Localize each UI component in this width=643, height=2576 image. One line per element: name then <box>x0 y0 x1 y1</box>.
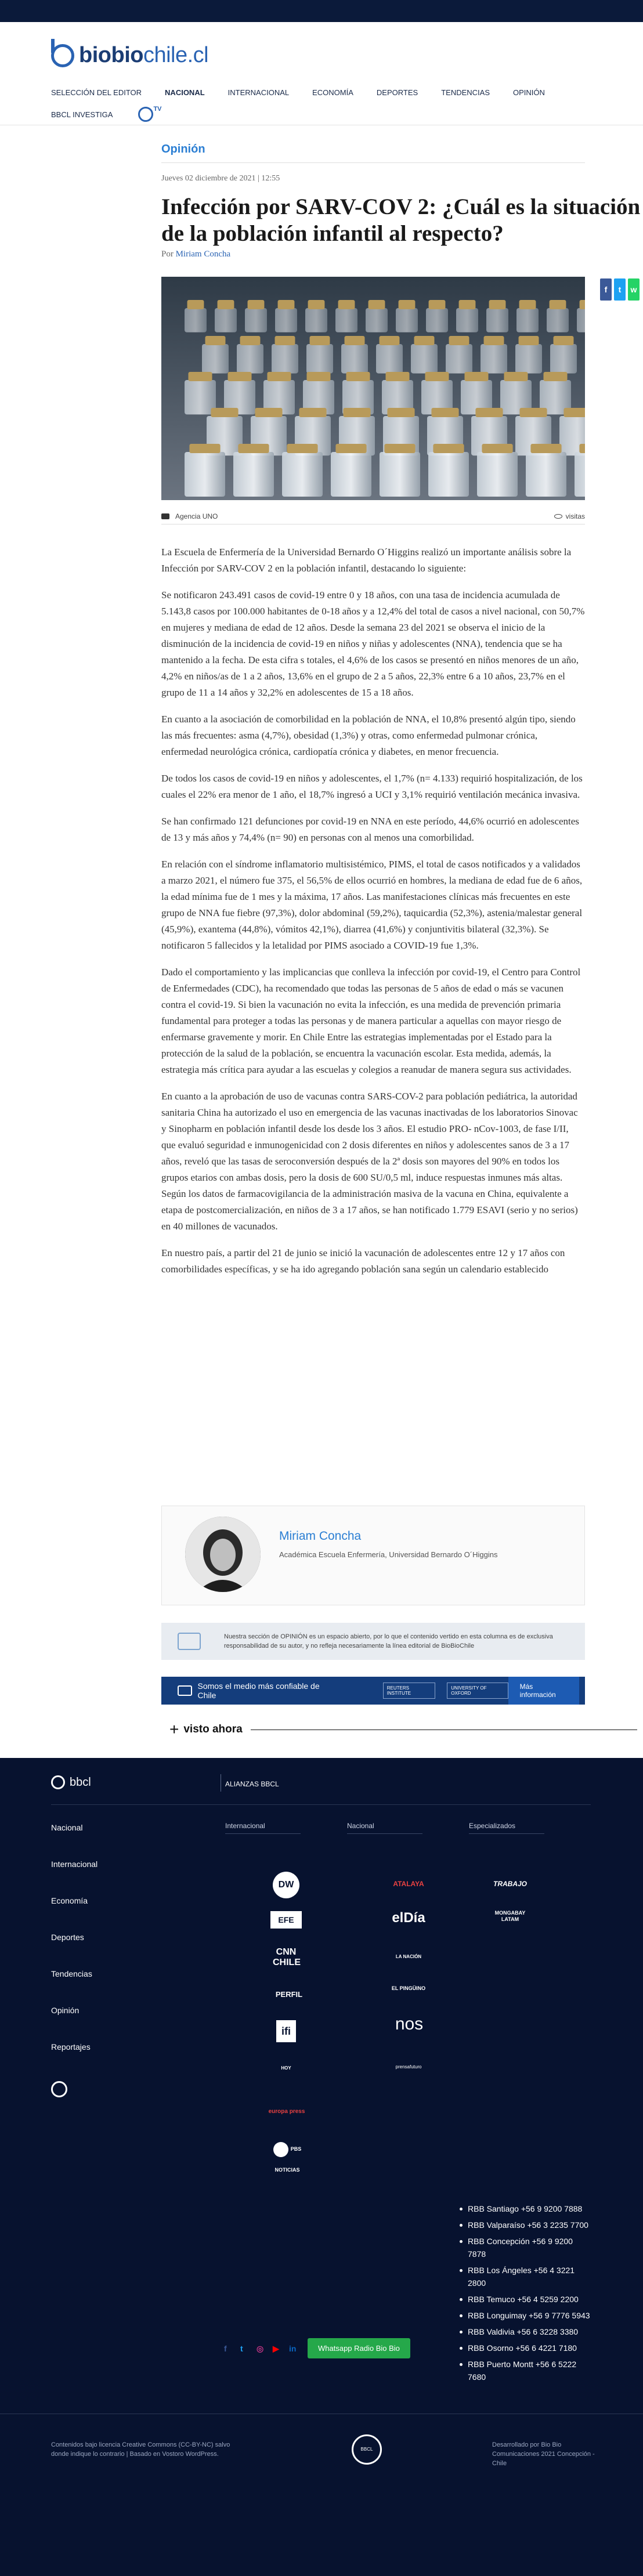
vial-cap <box>431 408 458 417</box>
chat-icon <box>178 1633 201 1650</box>
nav-item-bbcl-investiga[interactable]: BBCL INVESTIGA <box>51 110 113 119</box>
partner-efe[interactable]: EFE <box>270 1911 302 1929</box>
logo-thin: chile.cl <box>143 43 209 67</box>
paragraph: En cuanto a la aprobación de uso de vacunas contra SARS-COV-2 para población pediátrica, la autoridad sanitaria China ha autorizado el uso en emergencia de las vacunas inactivadas de los laboratorios Sinovac y Sinopharm en población infantil desde los desde los 3 años. El estudio PRO- nCov-1003, de fase I/II, que evaluó seguridad e inmunogenicidad con 2 dosis diferentes en niños y adolescentes sanos de 3 a 17 años, reveló que las tasas de seroconversión después de la 2ª dosis son mayores del 90% en todos los grupos etarios con ambas dosis, pero la dosis de 600 SU/0,5 ml, induce respuestas inmunes más altas. Según los datos de farmacovigilancia de la administración masiva de la vacuna en China, equivalente a etapa de postcomercialización, en niños de 3 a 17 años, se han notificado 1.779 ESAVI (serio y no serios) en 40 millones de vacunados. <box>161 1091 578 1232</box>
vial-body <box>550 344 577 374</box>
vial-body <box>237 344 263 374</box>
vial-body <box>185 452 225 497</box>
vial-cap <box>384 444 415 453</box>
paragraph: En cuanto a la asociación de comorbilidad en la población de NNA, el 10,8% presentó algún tipo, siendo las más frecuentes: asma (4,7%), obesidad (1,3%) y otras, como enfermedad pulmonar crónica, enfermedad neurológica crónica, cardiopatía crónica y diabetes, en menor frecuencia. <box>161 714 576 757</box>
eye-icon <box>554 514 562 519</box>
youtube-icon[interactable]: ▶ <box>273 2343 279 2353</box>
radio-item[interactable]: RBB Los Ángeles +56 4 3221 2800 <box>458 2264 592 2289</box>
vial-cap <box>227 372 251 381</box>
vial-body <box>526 452 566 497</box>
partner-ifi[interactable]: ifi <box>276 2020 296 2042</box>
visto-ahora-header <box>169 1720 637 1738</box>
paragraph: Se notificaron 243.491 casos de covid-19 entre 0 y 18 años, con una tasa de incidencia acumulada de 5.143,8 casos por 100.000 habitantes de 0-18 años y a 12,4% del total de casos a nivel nacional, con 50,7% en mujeres y mediana de edad de 12 años. Desde la semana 23 del 2021 se observa el inicio de la disminución de la incidencia de covid-19 en niños y niñas y adolescentes (NNA), tendencia que se ha mantenido a la fecha. De esta cifra s totales, el 4,6% de los casos se presentó en niños menores de un año, 4,2% en niños/as de 1 a 2 años, 13,6% en el grupo de 2 a 5 años, 22,3% entre 6 a 10 años, 23,7% en el grupo de 11 a 14 años y 32,2% en adolescentes de 15 a 18 años. <box>161 589 585 698</box>
share-bar <box>600 278 643 301</box>
vial-cap <box>346 372 370 381</box>
vial-cap <box>310 336 330 345</box>
more-info-button[interactable]: Más información <box>508 1677 579 1705</box>
vial-body <box>456 308 478 332</box>
vial-body <box>233 452 274 497</box>
whatsapp-share-icon[interactable]: w <box>628 278 640 301</box>
vial-cap <box>475 408 503 417</box>
partner-la-nacion[interactable]: LA NACIÓN <box>395 1954 422 1959</box>
vial-cap <box>211 408 238 417</box>
vial-body <box>547 308 569 332</box>
radio-item[interactable]: RBB Temuco +56 4 5259 2200 <box>458 2293 592 2306</box>
vial-cap <box>414 336 435 345</box>
vial-cap <box>550 300 566 309</box>
article-photo <box>161 277 585 500</box>
article-body <box>161 544 585 1288</box>
camera-icon <box>161 513 169 519</box>
plus-icon: + <box>169 1720 179 1738</box>
vial-body <box>411 344 438 374</box>
author-card-role: Académica Escuela Enfermería, Universidad Bernardo O´Higgins <box>279 1550 498 1559</box>
vial-cap <box>299 408 326 417</box>
vial-cap <box>238 444 269 453</box>
footer-nav-reportajes[interactable]: Reportajes <box>51 2042 91 2052</box>
nav-item-internacional[interactable]: INTERNACIONAL <box>227 88 290 97</box>
vial-cap <box>267 372 291 381</box>
alianzas-title: ALIANZAS BBCL <box>225 1780 279 1788</box>
footer-logo[interactable] <box>51 1775 91 1789</box>
opinion-disclaimer <box>161 1623 585 1660</box>
twitter-icon[interactable]: t <box>240 2343 243 2353</box>
vial-cap <box>519 336 539 345</box>
vial-cap <box>218 300 234 309</box>
paragraph: En relación con el síndrome inflamatorio multisistémico, PIMS, el total de casos notificados y a validados a marzo 2021, el número fue 375, el 56,5% de ellos ocurrió en hombres, la mediana de edad fue de 6 años, la edad mínima fue de 1 mes y la máxima, 17 años. Las manifestaciones clínicas más frecuentes en este grupo de NNA fue fiebre (97,3%), dolor abdominal (59,2%), taquicardia (52,3%), astenia/malestar general (45,9%), exantema (44,8%), vómitos 42,1%), diarrea (41,6%) y conjuntivitis bilateral (32,3%). Se notificaron 5 fallecidos y la letalidad por PIMS asociado a COVID-19 fue 1,3%. <box>161 859 583 951</box>
vial-cap <box>489 300 506 309</box>
vial-cap <box>399 300 416 309</box>
whatsapp-button[interactable]: Whatsapp Radio Bio Bio <box>308 2338 410 2358</box>
nav-item-deportes[interactable]: DEPORTES <box>376 88 418 97</box>
vial-body <box>477 452 518 497</box>
article-title: Infección por SARV-COV 2: ¿Cuál es la situación de la población infantil al respecto? <box>161 194 641 246</box>
vial-cap <box>189 444 220 453</box>
vial-body <box>215 308 237 332</box>
footer-bottom <box>0 2414 643 2576</box>
author-card-name[interactable]: Miriam Concha <box>279 1529 362 1543</box>
vial-cap <box>308 300 325 309</box>
radio-item[interactable]: RBB Puerto Montt +56 6 5222 7680 <box>458 2358 592 2383</box>
vial-body <box>446 344 472 374</box>
vial-cap <box>275 336 295 345</box>
vial-cap <box>504 372 528 381</box>
vial-cap <box>530 444 561 453</box>
social-links <box>224 2338 410 2358</box>
vial-cap <box>369 300 385 309</box>
site-logo[interactable] <box>51 43 208 68</box>
facebook-share-icon[interactable]: f <box>600 278 612 301</box>
vial-cap <box>459 300 476 309</box>
vial-body <box>245 308 267 332</box>
nav-item-economia[interactable]: ECONOMÍA <box>312 88 353 97</box>
radio-item[interactable]: RBB Osorno +56 6 4221 7180 <box>458 2342 592 2354</box>
instagram-icon[interactable]: ◎ <box>257 2343 264 2353</box>
paragraph: De todos los casos de covid-19 en niños y adolescentes, el 1,7% (n= 4.133) requirió hospitalización, de los cuales el 22% era menor de 1 año, el 18,7% ingresó a UCI y 3,1% requirió ventilación mecánica invasiva. <box>161 773 583 800</box>
vial-body <box>486 308 508 332</box>
footer-nav-deportes[interactable]: Deportes <box>51 1933 84 1942</box>
divider <box>161 162 585 163</box>
vial-cap <box>187 300 204 309</box>
vial-body <box>515 344 542 374</box>
partner-europa-press[interactable]: europa press <box>268 2108 305 2115</box>
vials-image <box>161 277 585 500</box>
vial-body <box>376 344 403 374</box>
partner-cnn-chile[interactable]: CNN CHILE <box>273 1947 301 1967</box>
vial-cap <box>433 444 464 453</box>
pbs-label: PBS NOTICIAS <box>274 2146 302 2173</box>
vial-body <box>185 308 207 332</box>
vial-body <box>516 308 539 332</box>
col-title-internacional: Internacional <box>225 1822 301 1834</box>
partner-el-pinguino[interactable]: EL PINGÜINO <box>391 1985 426 1991</box>
vial-cap <box>385 372 409 381</box>
top-bar <box>0 0 643 22</box>
vial-cap <box>205 336 226 345</box>
col-title-especializados: Especializados <box>469 1822 544 1834</box>
vial-cap <box>579 444 585 453</box>
vial-body <box>335 308 357 332</box>
radio-item[interactable]: RBB Longuimay +56 9 7776 5943 <box>458 2309 592 2322</box>
vial-body <box>305 308 327 332</box>
vial-cap <box>464 372 488 381</box>
vial-body <box>426 308 448 332</box>
visto-ahora-label[interactable]: visto ahora <box>183 1723 243 1735</box>
partner-atalaya[interactable]: ATALAYA <box>393 1880 424 1888</box>
paragraph: En nuestro país, a partir del 21 de junio se inició la vacunación de adolescentes entre 12 y 17 años con comorbilidades específicas, y se ha ido agregando población sana según un calendario establecido <box>161 1247 565 1275</box>
vial-body <box>481 344 507 374</box>
vial-cap <box>287 444 317 453</box>
oxford-logo: UNIVERSITY OF OXFORD <box>447 1683 508 1699</box>
twitter-share-icon[interactable]: t <box>614 278 626 301</box>
footer-nav <box>51 1823 97 2097</box>
nav-item-seleccion[interactable]: SELECCIÓN DEL EDITOR <box>51 88 142 97</box>
nav-item-nacional[interactable]: NACIONAL <box>165 88 205 97</box>
partner-hoy[interactable]: HOY <box>281 2065 291 2071</box>
banner-text: Somos el medio más confiable de Chile <box>197 1681 320 1700</box>
site-header <box>0 22 643 125</box>
nav-item-tendencias[interactable]: TENDENCIAS <box>441 88 490 97</box>
vial-cap <box>278 300 295 309</box>
col-title-nacional: Nacional <box>347 1822 422 1834</box>
author-avatar <box>185 1517 261 1592</box>
vial-body <box>306 344 333 374</box>
nav-item-opinion[interactable]: OPINIÓN <box>513 88 545 97</box>
vial-cap <box>387 408 414 417</box>
vial-cap <box>255 408 282 417</box>
vial-cap <box>380 336 400 345</box>
vial-body <box>396 308 418 332</box>
vial-cap <box>519 408 547 417</box>
vial-cap <box>345 336 365 345</box>
facebook-icon[interactable]: f <box>224 2343 227 2353</box>
tv-ring-icon <box>138 107 153 122</box>
partner-eldia[interactable]: elDía <box>392 1910 425 1926</box>
footer-nav-economia[interactable]: Economía <box>51 1896 88 1905</box>
radio-item[interactable]: RBB Santiago +56 9 9200 7888 <box>458 2202 592 2215</box>
site-footer <box>0 1758 643 2576</box>
radio-item[interactable]: RBB Concepción +56 9 9200 7878 <box>458 2235 592 2260</box>
partner-mongabay[interactable]: MONGABAY LATAM <box>494 1910 526 1922</box>
radio-item[interactable]: RBB Valparaíso +56 3 2235 7700 <box>458 2219 592 2231</box>
partner-pbs[interactable] <box>267 2139 308 2173</box>
vial-cap <box>248 300 265 309</box>
footer-nav-tendencias[interactable]: Tendencias <box>51 1969 92 1978</box>
vial-cap <box>240 336 261 345</box>
divider <box>51 1804 591 1805</box>
vial-body <box>331 452 371 497</box>
vial-cap <box>425 372 449 381</box>
monitor-icon <box>178 1685 192 1696</box>
visits-label: visitas <box>565 512 585 520</box>
partner-perfil[interactable]: PERFIL <box>275 1990 303 1999</box>
footer-nav-internacional[interactable]: Internacional <box>51 1859 98 1869</box>
paragraph: Dado el comportamiento y las implicancias que conlleva la infección por covid-19, el Centro para Control de Enfermedades (CDC), ha recomendado que todas las personas de 5 años de edad o más se vacunen contra el covid-19. Si bien la vacunación no evita la infección, es una medida de prevención primaria fundamental para proteger a todas las personas y de manera particular a aquellas con mayor riesgo de enfermarse gravemente y morir. En Chile Entre las estrategias implementadas por el Estado para la protección de la salud de la población, se encuentra la vacunación escolar. Esta medida, además, la estrategia más crítica para ayudar a las escuelas y colegios a reanudar de manera segura sus actividades. <box>161 967 581 1075</box>
logo-mark-icon <box>51 44 74 67</box>
vial-body <box>380 452 420 497</box>
photo-meta <box>161 508 585 524</box>
article-date: Jueves 02 diciembre de 2021 | 12:55 <box>161 174 280 183</box>
radio-item[interactable]: RBB Valdivia +56 6 3228 3380 <box>458 2325 592 2338</box>
partner-nos[interactable]: nos <box>395 2014 424 2034</box>
partner-dw[interactable]: DW <box>273 1872 299 1898</box>
vial-cap <box>338 300 355 309</box>
paragraph: Se han confirmado 121 defunciones por covid-19 en NNA en este período, 44,6% ocurrió en adolescentes de 13 y más años y 74,4% (n= 90) en personas con al menos una comorbilidad. <box>161 816 579 843</box>
disclaimer-text: Nuestra sección de OPINIÓN es un espacio abierto, por lo que el contenido vertido en esta columna es de exclusiva responsabilidad de su autor, y no refleja necesariamente la línea editorial de BioBioChile <box>224 1633 553 1649</box>
vial-body <box>341 344 368 374</box>
radio-list <box>458 2202 592 2387</box>
vial-body <box>428 452 469 497</box>
reuters-logo: REUTERS INSTITUTE <box>383 1683 436 1699</box>
logo-bold: biobio <box>79 43 143 67</box>
vial-cap <box>519 300 536 309</box>
copyright-text: Desarrollado por Bio Bio Comunicaciones 2021 Concepción - Chile <box>492 2441 595 2467</box>
vial-cap <box>482 444 512 453</box>
tv-link[interactable] <box>138 106 164 123</box>
byline <box>161 249 585 259</box>
vial-cap <box>188 372 212 381</box>
vial-cap <box>449 336 469 345</box>
vial-cap <box>429 300 446 309</box>
footer-nav-nacional[interactable]: Nacional <box>51 1823 83 1832</box>
trust-banner <box>161 1677 585 1705</box>
seal-icon: BBCL <box>352 2434 382 2465</box>
vial-cap <box>543 372 567 381</box>
partner-trabajo[interactable]: TRABAJO <box>493 1880 527 1888</box>
partner-prensafuturo[interactable]: prensafuturo <box>395 2064 422 2070</box>
vial-body <box>575 452 585 497</box>
vial-body <box>275 308 297 332</box>
legal-text: Contenidos bajo licencia Creative Commons (CC-BY-NC) salvo donde indique lo contrario | Basado en Vostoro WordPress. <box>51 2441 230 2458</box>
vial-cap <box>580 300 585 309</box>
footer-logo-icon <box>51 1775 65 1789</box>
vial-body <box>202 344 229 374</box>
vial-cap <box>343 408 370 417</box>
vial-cap <box>563 408 585 417</box>
paragraph: La Escuela de Enfermería de la Universidad Bernardo O´Higgins realizó un importante análisis sobre la Infección por SARV-COV 2 en la población infantil, destacando lo siguiente: <box>161 547 572 574</box>
photo-credit: Agencia UNO <box>175 512 218 520</box>
tv-label: TV <box>153 106 162 113</box>
vial-cap <box>484 336 504 345</box>
footer-logo-text: bbcl <box>70 1775 91 1789</box>
pbs-circle-icon <box>273 2142 288 2157</box>
vial-cap <box>335 444 366 453</box>
section-label[interactable]: Opinión <box>161 143 205 155</box>
vial-body <box>272 344 298 374</box>
main-nav <box>51 82 591 126</box>
linkedin-icon[interactable]: in <box>289 2343 297 2353</box>
vial-body <box>366 308 388 332</box>
author-card <box>161 1506 585 1605</box>
vial-body <box>577 308 585 332</box>
author-link[interactable]: Miriam Concha <box>175 249 231 259</box>
footer-bbcl-icon[interactable] <box>51 2081 67 2097</box>
footer-nav-opinion[interactable]: Opinión <box>51 2006 80 2015</box>
vial-cap <box>306 372 330 381</box>
byline-prefix: Por <box>161 249 174 259</box>
vial-body <box>282 452 323 497</box>
vial-cap <box>554 336 574 345</box>
